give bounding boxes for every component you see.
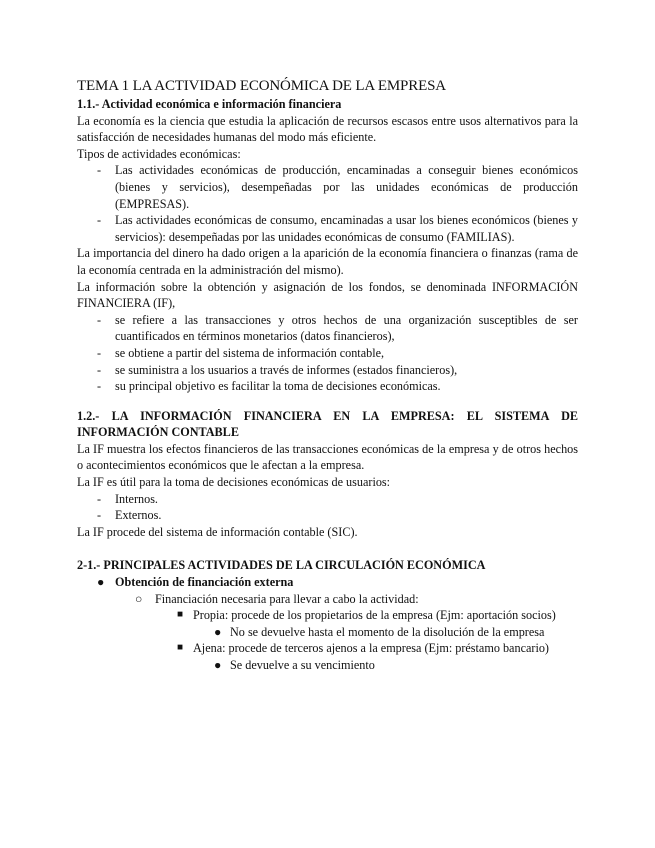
list-item [77,491,578,508]
bullet-level-1 [77,574,578,591]
list-item [77,362,578,379]
paragraph: La IF muestra los efectos financieros de las transacciones económicas de la empresa y de otros hechos o acontecimientos económicos que le afectan a la empresa. [77,441,578,473]
list-item-text: Las actividades económicas de producción, encaminadas a conseguir bienes económicos (bienes y servicios), desempeñadas por las unidades económicas de producción (EMPRESAS). [115,163,578,211]
section-1-1-heading: 1.1.- Actividad económica e información financiera [77,97,342,111]
list-item [77,212,578,245]
bullet-level-4 [77,657,578,674]
dash-marker: - [97,213,102,228]
bullet-text: No se devuelve hasta el momento de la disolución de la empresa [230,624,545,639]
section-1-2-heading: 1.2.- LA INFORMACIÓN FINANCIERA EN LA EMPRESA: EL SISTEMA DE INFORMACIÓN CONTABLE [77,408,578,440]
spacer [77,395,578,408]
section-2-1-heading: 2-1.- PRINCIPALES ACTIVIDADES DE LA CIRCULACIÓN ECONÓMICA [77,558,486,573]
paragraph: La IF es útil para la toma de decisiones económicas de usuarios: [77,475,391,490]
list-item-text: se obtiene a partir del sistema de información contable, [115,345,385,360]
if-characteristics-list [77,312,578,395]
document-page [77,77,578,674]
square-marker: ■ [177,609,184,621]
bullet-level-3 [77,640,578,657]
bullet-text: Propia: procede de los propietarios de la empresa (Ejm: aportación socios) [193,608,556,623]
square-marker: ■ [177,642,184,654]
dash-marker: - [97,508,102,523]
dash-marker: - [97,379,102,394]
activity-types-list [77,162,578,245]
list-item [77,507,578,524]
spacer [77,540,578,557]
list-item-text: Externos. [115,508,162,523]
bullet-marker: ● [214,658,222,672]
paragraph: La economía es la ciencia que estudia la aplicación de recursos escasos entre usos alternativos para la satisfacción de necesidades humanas del modo más eficiente. [77,113,578,145]
dash-marker: - [97,345,102,360]
list-item-text: Las actividades económicas de consumo, encaminadas a usar los bienes económicos (bienes y servicios): desempeñadas por las unidades económicas de consumo (FAMILIAS). [115,213,578,244]
list-item [77,312,578,345]
dash-marker: - [97,163,102,178]
bullet-level-4 [77,624,578,641]
bullet-level-2 [77,591,578,608]
dash-marker: - [97,491,102,506]
bullet-level-3 [77,607,578,624]
paragraph: La información sobre la obtención y asignación de los fondos, se denominada INFORMACIÓN FINANCIERA (IF), [77,279,578,311]
paragraph: Tipos de actividades económicas: [77,146,241,161]
list-item-text: su principal objetivo es facilitar la toma de decisiones económicas. [115,379,441,394]
list-item-text: Internos. [115,491,158,506]
paragraph: La IF procede del sistema de información contable (SIC). [77,524,358,539]
bullet-text: Se devuelve a su vencimiento [230,658,375,672]
bullet-marker: ● [97,575,105,590]
bullet-text: Financiación necesaria para llevar a cabo la actividad: [155,591,419,606]
document-title: TEMA 1 LA ACTIVIDAD ECONÓMICA DE LA EMPRESA [77,78,446,94]
list-item [77,378,578,395]
list-item-text: se suministra a los usuarios a través de informes (estados financieros), [115,362,458,377]
dash-marker: - [97,312,102,327]
paragraph: La importancia del dinero ha dado origen a la aparición de la economía financiera o finanzas (rama de la economía centrada en la administración del mismo). [77,246,578,277]
list-item-text: se refiere a las transacciones y otros hechos de una organización susceptibles de ser cuantificados en términos monetarios (datos financieros), [115,312,578,344]
dash-marker: - [97,362,102,377]
list-item [77,162,578,212]
bullet-text: Ajena: procede de terceros ajenos a la empresa (Ejm: préstamo bancario) [193,641,549,656]
users-list [77,491,578,524]
circle-marker: ○ [135,591,143,606]
list-item [77,345,578,362]
bullet-marker: ● [214,624,222,639]
bullet-text: Obtención de financiación externa [115,575,294,590]
